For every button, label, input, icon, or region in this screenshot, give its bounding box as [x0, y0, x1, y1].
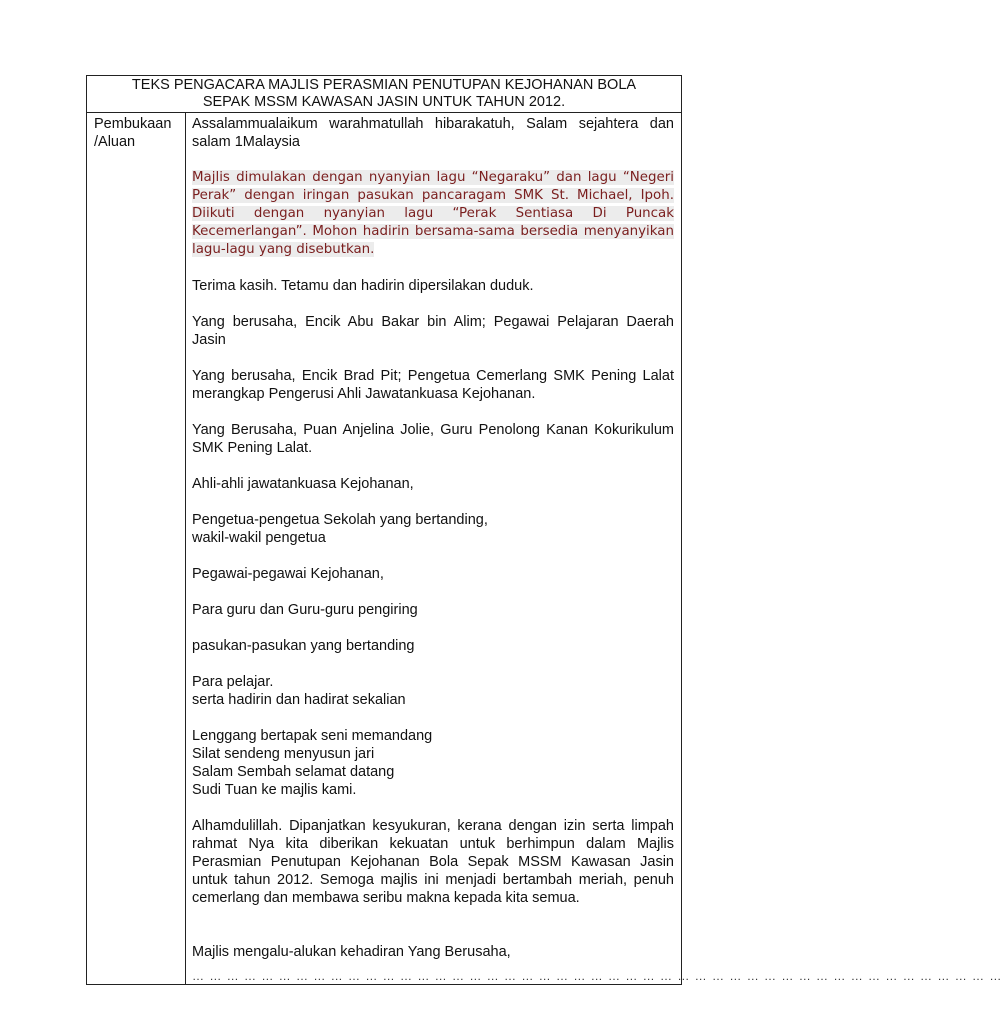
students-line-2: serta hadirin dan hadirat sekalian [192, 692, 406, 708]
title-line-1: TEKS PENGACARA MAJLIS PERASMIAN PENUTUPAN KEJOHANAN BOLA [131, 77, 637, 93]
document-table [86, 75, 1002, 985]
anthem-text: Majlis dimulakan dengan nyanyian lagu “Negaraku” dan lagu “Negeri Perak” dengan iringan pasukan pancaragam SMK St. Michael, Ipoh. Diikuti dengan nyanyian lagu “Perak Sentiasa Di Puncak Kecemerlangan”. Mohon hadirin bersama-sama bersedia menyanyikan lagu-lagu yang disebutkan. [192, 170, 674, 257]
title-line-2: SEPAK MSSM KAWASAN JASIN UNTUK TAHUN 2012. [202, 94, 566, 110]
pantun-verse [192, 727, 674, 799]
committee-paragraph: Ahli-ahli jawatankuasa Kejohanan, [192, 476, 414, 492]
pantun-line-4: Sudi Tuan ke majlis kami. [192, 782, 357, 798]
ellipsis-placeholder-line: … … … … … … … … … … … … … … … … … … … … … … … … … … … … … … … … … … … … … … … … … … … … … … … [192, 969, 1002, 983]
section-label-cell [87, 113, 186, 984]
thanks-paragraph: Terima kasih. Tetamu dan hadirin dipersilakan duduk. [192, 278, 534, 294]
script-content-cell [186, 113, 1002, 984]
guest-paragraph-3: Yang Berusaha, Puan Anjelina Jolie, Guru Penolong Kanan Kokurikulum SMK Pening Lalat. [192, 422, 674, 456]
greeting-paragraph: Assalammualaikum warahmatullah hibarakatuh, Salam sejahtera dan salam 1Malaysia [192, 116, 674, 150]
principals-line-2: wakil-wakil pengetua [192, 530, 326, 546]
welcome-paragraph: Majlis mengalu-alukan kehadiran Yang Berusaha, [192, 944, 511, 960]
anthem-paragraph [192, 169, 674, 259]
principals-line-1: Pengetua-pengetua Sekolah yang bertanding, [192, 512, 488, 528]
section-label-line-1: Pembukaan [94, 116, 172, 132]
pantun-line-3: Salam Sembah selamat datang [192, 764, 395, 780]
pantun-line-2: Silat sendeng menyusun jari [192, 746, 375, 762]
gratitude-paragraph: Alhamdulillah. Dipanjatkan kesyukuran, kerana dengan izin serta limpah rahmat Nya kita diberikan kekuatan untuk berhimpun dalam Majlis Perasmian Penutupan Kejohanan Bola Sepak MSSM Kawasan Jasin untuk tahun 2012. Semoga majlis ini menjadi bertambah meriah, penuh cemerlang dan membawa seribu makna kepada kita semua. [192, 818, 674, 906]
table-body-row [87, 113, 1002, 984]
teachers-paragraph: Para guru dan Guru-guru pengiring [192, 602, 418, 618]
teams-paragraph: pasukan-pasukan yang bertanding [192, 638, 415, 654]
section-label-line-2: /Aluan [94, 134, 136, 150]
guest-paragraph-2: Yang berusaha, Encik Brad Pit; Pengetua Cemerlang SMK Pening Lalat merangkap Pengerusi Ahli Jawatankuasa Kejohanan. [192, 368, 674, 402]
document-title [87, 76, 681, 113]
students-line-1: Para pelajar. [192, 674, 274, 690]
officials-paragraph: Pegawai-pegawai Kejohanan, [192, 566, 384, 582]
students-paragraph [192, 673, 674, 709]
guest-paragraph-1: Yang berusaha, Encik Abu Bakar bin Alim; Pegawai Pelajaran Daerah Jasin [192, 314, 674, 348]
principals-paragraph [192, 511, 674, 547]
pantun-line-1: Lenggang bertapak seni memandang [192, 728, 433, 744]
